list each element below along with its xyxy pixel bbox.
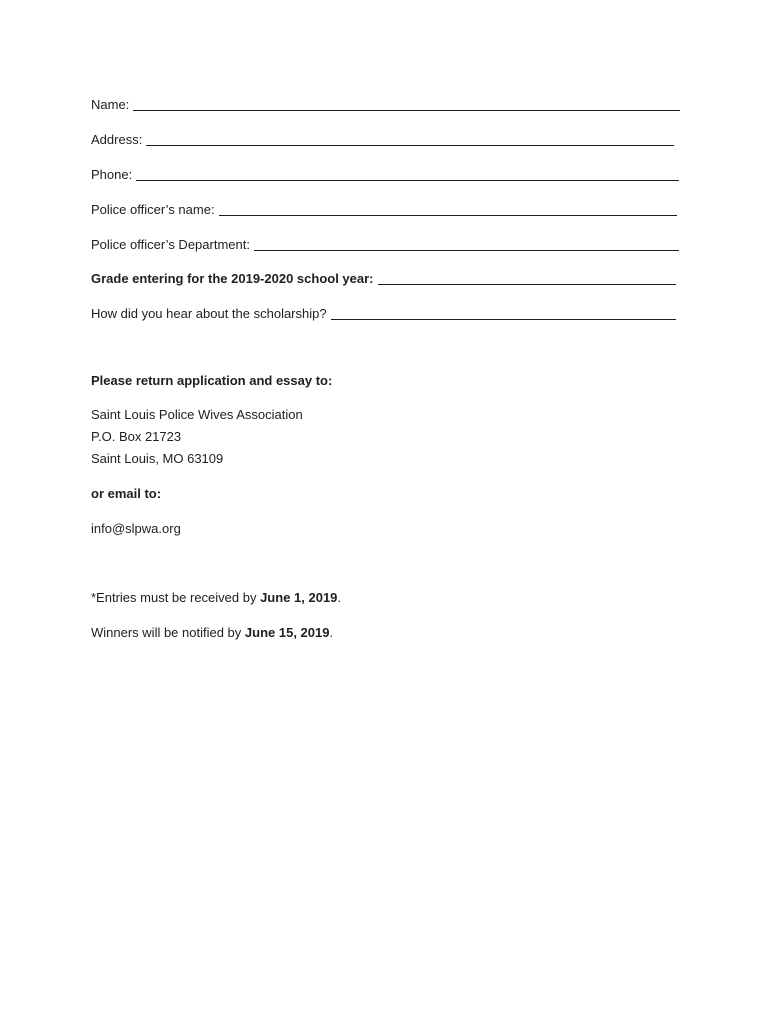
address-label: Address: [91,132,143,147]
police-officer-department-label: Police officer’s Department: [91,237,250,252]
address-field[interactable] [91,130,674,148]
grade-input-line[interactable] [378,270,677,285]
winners-notification-date: June 15, 2019 [244,625,330,640]
police-officer-department-field[interactable] [91,235,679,253]
police-officer-name-label: Police officer’s name: [91,202,215,217]
name-input-line[interactable] [133,96,680,111]
heard-about-field[interactable] [91,304,676,322]
winners-notification-prefix: Winners will be notified by [91,625,245,640]
name-field[interactable] [91,95,680,113]
address-line-3: Saint Louis, MO 63109 [91,451,224,466]
entries-deadline-suffix: . [337,590,342,605]
address-input-line[interactable] [146,131,674,146]
grade-field[interactable] [91,269,676,287]
phone-label: Phone: [91,167,133,182]
police-officer-name-field[interactable] [91,200,677,218]
email-heading: or email to: [91,486,162,501]
phone-field[interactable] [91,165,679,183]
return-heading: Please return application and essay to: [91,373,333,388]
email-address[interactable]: info@slpwa.org [91,521,181,536]
police-officer-department-input-line[interactable] [254,236,679,251]
heard-about-input-line[interactable] [331,305,676,320]
winners-notification [91,625,333,641]
entries-deadline-date: June 1, 2019 [260,590,338,605]
name-label: Name: [91,97,130,112]
entries-deadline-prefix: *Entries must be received by [91,590,261,605]
phone-input-line[interactable] [136,166,679,181]
police-officer-name-input-line[interactable] [219,201,677,216]
address-line-2: P.O. Box 21723 [91,429,182,444]
grade-label: Grade entering for the 2019-2020 school year: [91,271,374,286]
address-line-1: Saint Louis Police Wives Association [91,407,303,422]
heard-about-label: How did you hear about the scholarship? [91,306,327,321]
entries-deadline [91,590,341,606]
winners-notification-suffix: . [329,625,334,640]
